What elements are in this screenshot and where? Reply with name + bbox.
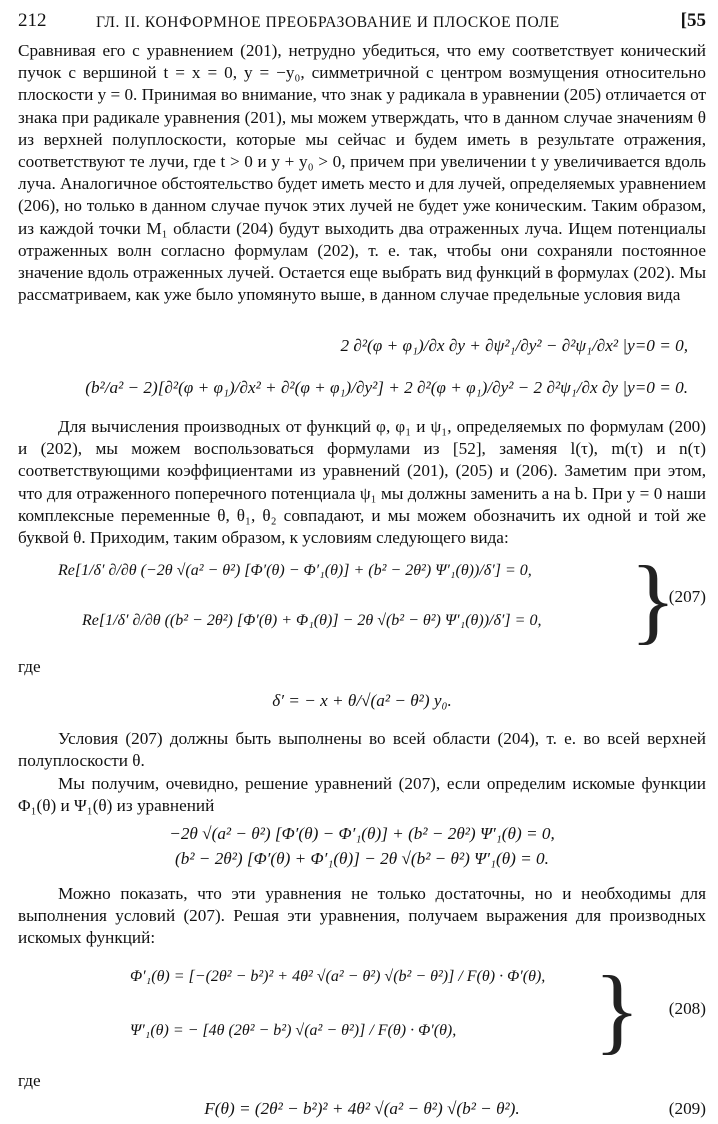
right-brace-208: } xyxy=(594,955,641,1063)
paragraph-5: Можно показать, что эти уравнения не только достаточны, но и необходимы для выполнения условий (207). Решая эти уравнения, получаем выражения для производных искомых функций: xyxy=(18,884,706,948)
equation-209 xyxy=(18,1094,706,1124)
equation-207a: Re[1/δ′ ∂/∂θ (−2θ √(a² − θ²) [Φ′(θ) − Φ′₁(θ)] + (b² − 2θ²) Ψ′₁(θ))/δ′] = 0, xyxy=(58,562,532,579)
delta-definition-text: δ′ = − x + θ/√(a² − θ²) y₀. xyxy=(272,691,452,711)
section-number: [55 xyxy=(680,10,706,31)
equation-208a: Φ′₁(θ) = [−(2θ² − b²)² + 4θ² √(a² − θ²) √(b² − θ²)] / F(θ) · Φ′(θ), xyxy=(130,967,546,985)
paragraph-4: Мы получим, очевидно, решение уравнений (207), если определим искомые функции Φ₁(θ) и Ψ₁(θ) из уравнений xyxy=(18,773,706,815)
where-label-2: где xyxy=(18,1070,41,1090)
boundary-condition-1-text: 2 ∂²(φ + φ₁)/∂x ∂y + ∂ψ²₁/∂y² − ∂²ψ₁/∂x² |y=0 = 0, xyxy=(340,336,688,355)
page-header xyxy=(18,10,706,40)
equation-208 xyxy=(18,955,706,1066)
equation-system xyxy=(18,817,706,877)
delta-definition xyxy=(18,680,706,722)
boundary-condition-1 xyxy=(18,326,706,366)
equation-207 xyxy=(18,546,706,653)
equation-number-208: (208) xyxy=(668,998,706,1018)
right-brace-207: } xyxy=(630,546,677,653)
system-equation-2: (b² − 2θ²) [Φ′(θ) + Φ′₁(θ)] − 2θ √(b² − θ²) Ψ′₁(θ) = 0. xyxy=(175,849,549,869)
equation-208b: Ψ′₁(θ) = − [4θ (2θ² − b²) √(a² − θ²)] / F(θ) · Φ′(θ), xyxy=(130,1021,457,1039)
book-page xyxy=(18,10,706,1124)
paragraph-2: Для вычисления производных от функций φ, φ₁ и ψ₁, определяемых по формулам (200) и (202), мы можем воспользоваться формулами из [52], заменяя l(τ), m(τ) и n(τ) соответствующими коэффициентами из уравнений (201), (205) и (206). Заметим при этом, что для отраженного поперечного потенциала ψ₁ мы должны заменить a на b. При y = 0 наши комплексные переменные θ, θ₁, θ₂ совпадают, и мы можем обозначить их одной и той же буквой θ. Приходим, таким образом, к условиям следующего вида: xyxy=(18,417,706,548)
equation-number-209: (209) xyxy=(668,1098,706,1118)
page-number: 212 xyxy=(18,10,47,31)
equation-207b: Re[1/δ′ ∂/∂θ ((b² − 2θ²) [Φ′(θ) + Φ₁(θ)] − 2θ √(b² − θ²) Ψ′₁(θ))/δ′] = 0, xyxy=(82,612,542,629)
equation-209-text: F(θ) = (2θ² − b²)² + 4θ² √(a² − θ²) √(b² − θ²). xyxy=(204,1098,520,1118)
paragraph-3: Условия (207) должны быть выполнены во всей области (204), т. е. во всей верхней полуплоскости θ. xyxy=(18,729,706,771)
system-equation-1: −2θ √(a² − θ²) [Φ′(θ) − Φ′₁(θ)] + (b² − 2θ²) Ψ′₁(θ) = 0, xyxy=(169,824,555,844)
paragraph-1: Сравнивая его с уравнением (201), нетрудно убедиться, что ему соответствует конический пучок с вершиной t = x = 0, y = −y₀, симметричной с центром возмущения относительно плоскости y = 0. Принимая во внимание, что знак у радикала в уравнении (205) отличается от знака при радикале уравнения (201), мы можем утверждать, что в данном случае значениям θ из верхней полуплоскости, которые мы сейчас и будем иметь в результате отражения, соответствуют те лучи, где t > 0 и y + y₀ > 0, причем при увеличении t y увеличивается вдоль луча. Аналогичное обстоятельство будет иметь место и для лучей, определяемых уравнением (206), но только в данном случае пучок этих лучей не будет уже коническим. Таким образом, из каждой точки M₁ области (204) будут выходить два отраженных луча. Ищем потенциалы отраженных волн согласно формулам (202), т. е. так, чтобы они сохраняли постоянное значение вдоль отраженных лучей. Остается еще выбрать вид функций в формулах (202). Мы рассматриваем, как уже было упомянуто выше, в данном случае предельные условия вида xyxy=(18,41,706,305)
boundary-condition-2-text: (b²/a² − 2)[∂²(φ + φ₁)/∂x² + ∂²(φ + φ₁)/∂y²] + 2 ∂²(φ + φ₁)/∂y² − 2 ∂²ψ₁/∂x ∂y |y=0 = 0. xyxy=(85,378,688,397)
equation-number-207: (207) xyxy=(668,587,706,606)
running-title: ГЛ. II. КОНФОРМНОЕ ПРЕОБРАЗОВАНИЕ И ПЛОСКОЕ ПОЛЕ xyxy=(96,14,560,31)
boundary-condition-2 xyxy=(18,366,706,410)
where-label-1: где xyxy=(18,657,41,676)
